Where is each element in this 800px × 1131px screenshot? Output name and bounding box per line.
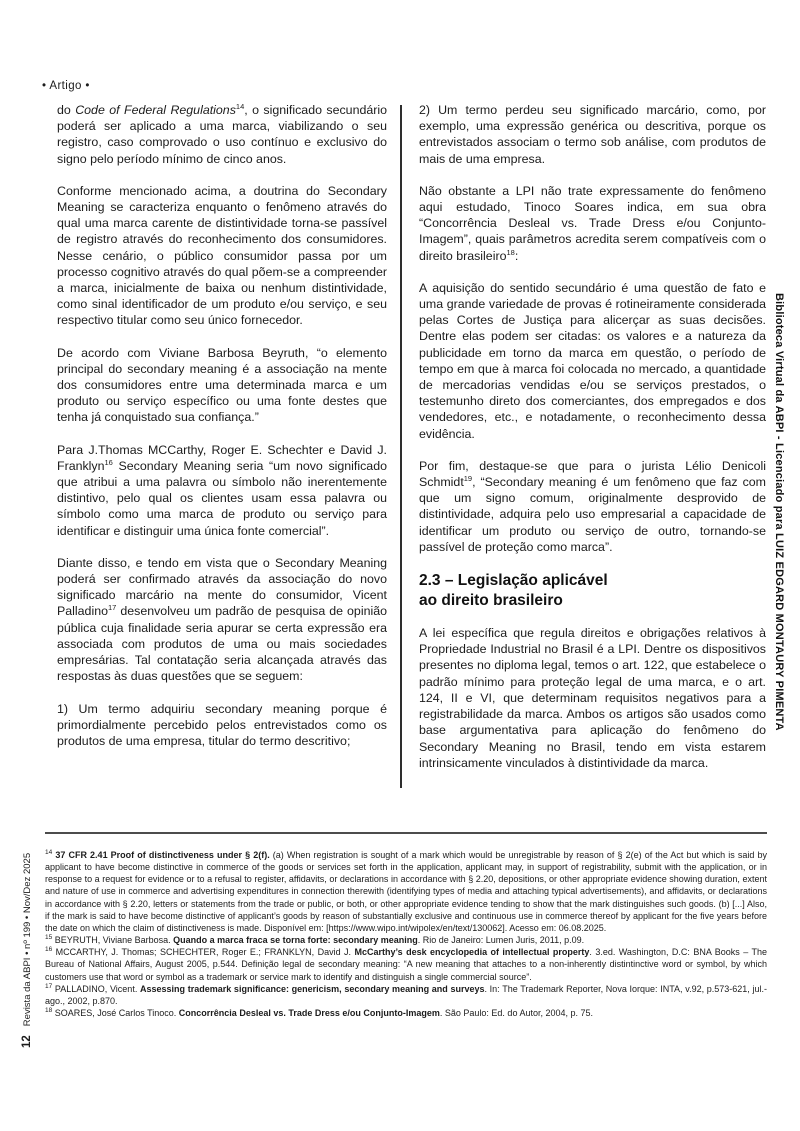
heading-line-2: ao direito brasileiro — [419, 591, 563, 609]
text-segment: , o significado secundário poderá ser aplicado a uma marca, viabilizando o seu registro, caso comprovado o uso contínuo e exclusivo do signo pelo período mínimo de cinco anos. — [57, 103, 388, 166]
text-segment: Para J.Thomas MCCarthy, Roger E. Schechter e David J. Franklyn — [57, 442, 387, 473]
footnote-ref-19: 19 — [463, 473, 473, 483]
text-segment: , “Secondary meaning é um fenômeno que faz com que um signo comum, originalmente desprovido de distintividade, adquira pelo uso empresarial a capacidade de identificar um produto ou serviço de outro, tornando-se passível de proteção como marca”. — [419, 475, 766, 554]
footnote-divider — [45, 832, 767, 834]
text-segment: PALLADINO, Vicent. — [52, 983, 141, 994]
journal-issue-label: Revista da ABPI • nº 199 • Nov/Dez 2025 — [22, 852, 33, 1027]
text-segment: Por fim, destaque-se que para o jurista Lélio Denicoli Schmidt — [419, 458, 766, 490]
footnote-ref-18: 18 — [506, 247, 515, 257]
footnote-bold-title: Quando a marca fraca se torna forte: secondary meaning — [173, 935, 418, 946]
page-number: 12 — [21, 1035, 33, 1048]
text-segment: desenvolveu um padrão de pesquisa de opinião pública cuja finalidade seria apurar se certa expressão era associada com produtos de uma ou mais sociedades empresárias. Tal contatação seria alcançada através das respostas às duas questões que se seguem: — [57, 604, 387, 684]
section-header: • Artigo • — [42, 80, 90, 92]
license-watermark: Biblioteca Virtual da ABPI - Licenciado para LUIZ EDGARD MONTAURY PIMENTA — [773, 293, 785, 731]
text-segment: MCCARTHY, J. Thomas; SCHECHTER, Roger E.; FRANKLYN, David J. — [52, 947, 355, 958]
footnote-bold-title: Assessing trademark significance: genericism, secondary meaning and surveys — [140, 983, 485, 994]
paragraph-lpi: A lei específica que regula direitos e obrigações relativos à Propriedade Industrial no Brasil é a LPI. Dentre os dispositivos presentes no diploma legal, temos o art. 122, que estabelece o padrão mínimo para proteção legal de uma marca, e o art. 124, II e VI, que determinam requisitos negativos para a registrabilidade da marca. Ambos os artigos são usados como base argumentativa para aplicação do fenômeno do Secondary Meaning no Brasil, tendo em vista estarem intrinsicamente vinculados à distintividade da marca. — [419, 626, 766, 770]
footnote-ref-17: 17 — [107, 603, 117, 613]
footnote-number: 15 — [45, 934, 53, 942]
text-segment: . In: The Trademark Reporter, Nova Iorque: INTA, v.92, p.573-621, jul.-ago., 2002, p.870. — [45, 983, 767, 1006]
footnote-number: 16 — [45, 946, 53, 954]
italic-title: Code of Federal Regulations — [75, 103, 236, 117]
text-segment: . 3.ed. Washington, D.C: BNA Books – The Bureau of National Affairs, August 2005, p.544. Definição legal de secondary meaning: “A new meaning that attaches to a non-inherently distintinctive word or symbol, by which customers use that word or symbol as a trademark or service mark to identify and distinguish a single commercial source”. — [45, 947, 768, 982]
text-segment: . São Paulo: Ed. do Autor, 2004, p. 75. — [439, 1008, 594, 1019]
footnote-14 — [45, 849, 767, 934]
footnote-17 — [45, 983, 767, 1007]
paragraph-beyruth: De acordo com Viviane Barbosa Beyruth, “o elemento principal do secondary meaning é a associação na mente dos consumidores entre uma determinada marca e um produto ou serviço específico ou uma fonte destes que tenha já conquistado sua confiança.” — [57, 345, 387, 425]
text-segment: Secondary Meaning seria “um novo significado que atribui a uma palavra ou símbolo não inerentemente distintivo, pelo qual os clientes usam essa palavra ou símbolo como uma marca de produto ou serviço para identificar e distinguir uma única fonte comercial”. — [57, 458, 387, 538]
list-item-1: 1) Um termo adquiriu secondary meaning porque é primordialmente percebido pelos entrevistados como os produtos de uma empresa, titular do termo descritivo; — [57, 701, 387, 748]
paragraph-palladino — [57, 555, 387, 685]
footnote-bold-title: McCarthy’s desk encyclopedia of intellectual property — [354, 947, 590, 958]
footnote-15 — [45, 934, 767, 946]
text-segment: : — [514, 248, 519, 263]
text-segment: SOARES, José Carlos Tinoco. — [52, 1008, 179, 1019]
footnote-number: 17 — [45, 982, 53, 990]
footnote-16 — [45, 946, 767, 982]
list-item-2: 2) Um termo perdeu seu significado marcário, como, por exemplo, uma expressão genérica ou descritiva, porque os entrevistados associam o termo sob análise, com produtos de mais de uma empresa. — [419, 103, 766, 166]
journal-edge-info — [21, 853, 33, 1048]
paragraph-cfr — [57, 102, 387, 167]
footnote-bold-title: Concorrência Desleal vs. Trade Dress e/ou Conjunto-Imagem — [178, 1008, 440, 1019]
right-column — [419, 102, 766, 787]
left-column — [57, 102, 387, 765]
footnote-ref-16: 16 — [104, 457, 113, 467]
paragraph-tinoco — [419, 183, 766, 264]
footnotes-block — [45, 849, 767, 1019]
paragraph-mccarthy — [57, 442, 387, 539]
section-title-2-3 — [419, 571, 766, 610]
text-segment: Não obstante a LPI não trate expressamente do fenômeno aqui estudado, Tinoco Soares indica, em sua obra “Concorrência Desleal vs. Trade Dress e/ou Conjunto-Imagem”, quais parâmetros acredita serem compatíveis com o direito brasileiro — [419, 183, 766, 263]
block-quote: A aquisição do sentido secundário é uma questão de fato e uma grande variedade de provas é rotineiramente considerada pelas Cortes de Justiça para alicerçar as suas decisões. Dentre elas podem ser citadas: os valores e a natureza da publicidade em torno da marca em questão, o período de tempo em que à marca foi colocada no mercado, a quantidade de mercadorias vendidas e/ou se serviços prestados, o testemunho direto dos comerciantes, dos empregados e dos vendedores, etc., e notadamente, o reconhecimento dessa evidência. — [419, 280, 766, 441]
footnote-number: 18 — [45, 1007, 53, 1015]
footnote-bold-title: 37 CFR 2.41 Proof of distinctiveness under § 2(f). — [55, 850, 270, 860]
text-segment: Diante disso, e tendo em vista que o Secondary Meaning poderá ser confirmado através da associação do novo significado marcário na mente do consumidor, Vicent Palladino — [57, 555, 387, 619]
text-segment: . Rio de Janeiro: Lumen Juris, 2011, p.09. — [417, 935, 585, 946]
footnote-ref-14: 14 — [235, 101, 245, 111]
footnote-number: 14 — [45, 849, 53, 856]
text-segment: do — [57, 103, 76, 117]
footnote-18 — [45, 1007, 767, 1019]
column-divider — [400, 105, 402, 788]
heading-line-1: 2.3 – Legislação aplicável — [419, 572, 608, 590]
text-segment: (a) When registration is sought of a mark which would be unregistrable by reason of § 2(e) of the Act but which is said by applicant to have become distinctive in commerce of the goods or services set forth in the application, applicant may, in support of registrability, submit with the application, or in response to a request for evidence or to a refusal to register, affidavits, or declarations in accordance with § 2.20, depositions, or other appropriate evidence showing duration, extent and nature of use in commerce and advertising expenditures in connection therewith (identifying types of media and attaching typical advertisements), and affidavits, or declarations in accordance with § 2.20, letters or statements from the trade or public, or both, or other appropriate evidence tending to show that the mark distinguishes such goods. (b) [...] Also, if the mark is said to have become distinctive of applicant’s goods by reason of substantially exclusive and continuous use in commerce thereof by applicant for the five years before the date on which the claim of distinctiveness is made. Disponível em: [https://www.wipo.int/wipolex/en/text/130062]. Acesso em: 06.08.2025. — [45, 850, 767, 933]
paragraph-schmidt — [419, 458, 766, 555]
text-segment: BEYRUTH, Viviane Barbosa. — [52, 935, 174, 946]
paragraph-doutrina: Conforme mencionado acima, a doutrina do Secondary Meaning se caracteriza enquanto o fenômeno através do qual uma marca carente de distintividade torna-se passível de registro através do reconhecimento dos consumidores. Nesse cenário, o público consumidor passa por um processo cognitivo através do qual põem-se a compreender a marca, inicialmente de baixa ou nenhum distintividade, como sinal identificador de um produto e/ou serviço, e seu respectivo titular como seu único fornecedor. — [57, 183, 387, 328]
